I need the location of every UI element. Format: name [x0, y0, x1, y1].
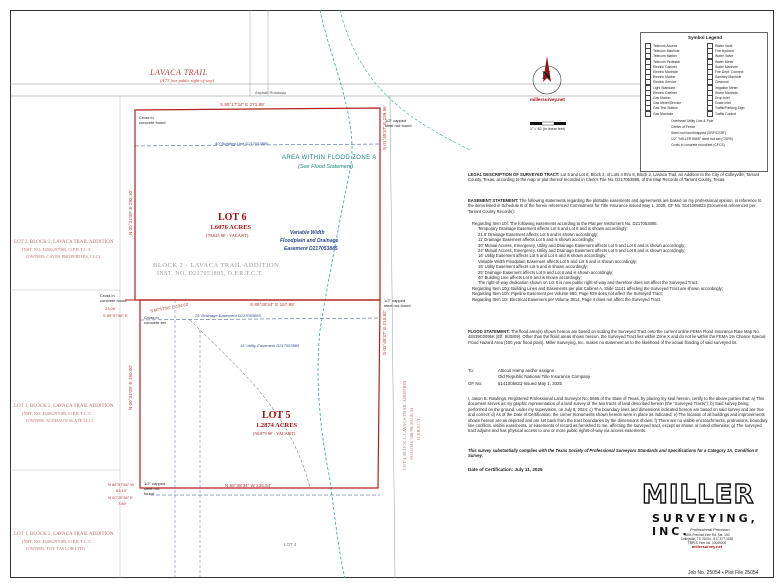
adj-lot1-1: LOT 1, BLOCK 2, LAVACA TRAIL ADDITION — [14, 532, 114, 537]
adj-east-1: LOT 4, BLOCK 1, LAVACA TRAIL ADDITION — [402, 380, 407, 470]
adj-lot2-3: (OWNER: CAVES PROPERTIES, LLC) — [26, 254, 101, 259]
easement-item: The right-of-way dedication shown on Lot 6 is now public right-of-way and therefore does not affect the Surveyed Tract. — [478, 280, 699, 286]
legend-item: Storm Manhole — [707, 90, 738, 96]
legend-item: Drop Inlet — [707, 95, 730, 101]
legend-item: Telecom Marker — [645, 53, 677, 59]
symbol-legend — [640, 32, 768, 172]
building-line-label: 40' Building Line D217053885 — [215, 141, 269, 146]
legend-item: Water Manhole — [707, 64, 738, 70]
floodplain-label-3: Easement D217053885 — [284, 246, 338, 252]
lot5-title: LOT 5 — [262, 410, 291, 421]
legend-symbol-icon — [645, 111, 651, 117]
lot5-acres: 1.2874 ACRES — [256, 422, 298, 429]
adj-lot2-2: INST. NO. D206297085, O.P.R.T.C.T. — [22, 247, 92, 252]
lot6-title: LOT 6 — [218, 212, 247, 223]
monument-w2: Cross in concrete set — [144, 315, 166, 325]
bearing-mid-small-dist: 23.06' — [105, 306, 116, 311]
easement-item: Regarding Item 10f: The following easements according to the Plat per Instrument No. D217053885: — [472, 221, 658, 226]
company-address — [662, 533, 752, 549]
legend-item: Irrigation Meter — [707, 85, 738, 91]
easement-head: EASEMENT STATEMENT: — [468, 198, 519, 203]
gf-label: GF No: — [468, 381, 483, 386]
bearing-west-upper: N 00°31'09" E 292.10' — [128, 190, 133, 235]
adj-lot3-1: LOT 3, BLOCK 2, LAVACA TRAIL ADDITION — [14, 404, 114, 409]
legend-item: Sanitary Manhole — [707, 74, 741, 80]
easement-item: 15' Utility Easement affects Lot 5 and is shown accordingly; — [478, 264, 588, 270]
certification: I, Jason B. Rawlings, Registered Professional Land Surveyor No. 5665 of the State of Texas, by placing my seal hereon, certify to the above parties that: a) This document serves as my graphic representation of a land survey of the two tracts of land described hereon (the "Surveyed Tracts"); b) Said survey being performed on the ground, under my supervision, on July 8, 2024; c) The boundary lines and dimensions indicated hereon are based on said survey and are true and correct; d) As of the Date of Certification, the corner monuments shown hereon were in place as indicated; e) The location of all buildings and improvements shown hereon are as depicted and are set back from the tract boundaries by the dimensions shown; f) There are no visible encroachments, protrusions, boundary line conflicts, visible easements, or easements of record as furnished to me, affecting the surveyed tract, except as shown or noted otherwise; g) The surveyed tract adjoins and has physical access to one or more public rights-of-way via access easements. — [468, 396, 768, 434]
legend-line-item: Cross in concrete found/set (CFCS) — [671, 143, 725, 147]
monument-sw: 1/2" capped steel rod found — [144, 481, 166, 496]
easement-item: 30' Mutual Access, Emergency, Utility and Drainage Easement affects Lot 5 and Lot 6 and is shown accordingly; — [478, 242, 686, 248]
legend-line-item: Center of Fence — [671, 125, 696, 129]
legend-item: Water Vault — [707, 43, 732, 49]
flood-zone-label: AREA WITHIN FLOOD ZONE A — [282, 155, 377, 161]
bearing-east-upper: S 01°45'37" E 239.56' — [382, 105, 387, 150]
bearing-sw-b-dist: 7.89' — [118, 501, 127, 506]
company-addr3: TBPLS Firm No. 10049000 — [687, 541, 727, 545]
drainage-label: 25' Drainage Easement D217053885 — [195, 313, 261, 318]
legend-item: Gas Marker — [645, 95, 671, 101]
legend-item: Traffic/Parking Sign — [707, 105, 744, 111]
easement-item: Variable Width Floodplain Easement affects Lot 5 and Lot 6 and is shown accordingly; — [478, 258, 638, 264]
block-inst: INST. NO. D217053885, O.P.R.T.C.T. — [157, 271, 263, 277]
flood-zone-line — [340, 10, 470, 150]
easement-item: Regarding Item 10g: Building Lines and Easements per plat Cabinet A, Slide 11141 affecting the Surveyed Tract are shown accordingly; — [472, 285, 723, 291]
legend-item: Light Standard — [645, 85, 675, 91]
easement-item: 25' Drainage Easement affects Lot 5 and Lot 6 and is shown accordingly; — [478, 269, 614, 275]
legend-symbol-icon — [707, 111, 713, 117]
flood-body: The flood area(s) shown hereon are based on scaling the Surveyed Tract onto the current online FEMA Flood Insurance Rate Map No. 48439C0095K (Eff. 9/25/09). Other than the flood areas shown hereon, the Surveyed Tract lies within Zone X and do not lie within the FEMA 1% Chance Special Flood Hazard Area (100 year flood plain). Miller Surveying, Inc. makes no statement as to the likelihood of the actual flooding of said surveyed lot. — [468, 329, 766, 345]
lot6-acres: 1.6076 ACRES — [210, 224, 252, 231]
to-value-1: Atticus Hamp and/or assigns — [498, 368, 554, 373]
road-name: LAVACA TRAIL — [150, 68, 208, 77]
legend-item: Electric Marker — [645, 74, 676, 80]
adj-lot3-3: (OWNER: SCEHAUN SLATE LLC) — [26, 418, 94, 423]
bearing-sw-b: N 00°25'36" E — [108, 495, 133, 500]
scale-text: 1" = 40' (in linear feet) — [530, 127, 566, 131]
bearing-sw-a: N 88°57'56" W — [108, 482, 135, 487]
legend-item: Telecom Manhole — [645, 48, 680, 54]
lot5-sf: (56,079 SF - VACANT) — [253, 431, 296, 436]
legend-item: Telecom Access — [645, 43, 677, 49]
legend-item: Fire Dept. Connect — [707, 69, 743, 75]
floodplain-label-2: Floodplain and Drainage — [280, 238, 339, 244]
road-row-note: (A 75 foot public right-of-way) — [160, 78, 215, 83]
legend-item: Gas Meter/Service — [645, 100, 681, 106]
easement-body: The following statements regarding the plottable easements and agreements are based on my professional opinion, in reference to the items listed in Schedule B of the herein referenced Commitment for Title Insurance issued May 1, 2025, GF No. 5141005823 (Document references per Tarrant County Records): — [468, 198, 762, 214]
bearing-south: N 89°38'34" W 226.54' — [225, 483, 272, 488]
bearing-east-lower: S 01°45'37" E 210.82' — [382, 310, 387, 355]
legal-body: Lot 5 and Lot 6, Block 2, of Lots 4 thru 6, Block 2, LaVaca Trail, an Addition to the City of Colleyville, Tarrant County, Texas, according to the map or plat thereof recorded in Clerk's File No. D217053885, of the Map Records of Tarrant County, Texas. — [468, 172, 760, 183]
company-name: MILLER — [642, 480, 755, 510]
lot4-label: LOT 4 — [284, 542, 297, 547]
monument-nw: Cross in concrete found — [139, 115, 166, 125]
monument-ne: 1/2" capped steel rod found — [385, 118, 412, 128]
company-addr2: Colleyville, TX 76034 - 817-577-1052 — [680, 537, 734, 541]
east-lot-line — [390, 96, 395, 578]
easement-item: 11' Drainage Easement affects Lot 5 and is shown accordingly; — [478, 237, 595, 243]
company-tag: Professional Precision — [690, 527, 730, 532]
legend-item: Gas Test Station — [645, 105, 678, 111]
legend-item: Gas Manhole — [645, 111, 673, 117]
flood-head: FLOOD STATEMENT: — [468, 329, 510, 334]
bearing-chord: S 80°57'56" E 104.63' — [149, 301, 189, 314]
legend-item: Cleanout — [707, 79, 729, 85]
adj-east-2: VOLUME 388-90, PAGE 34 — [409, 407, 414, 460]
legal-description — [468, 172, 768, 183]
legend-item: Water Meter — [707, 59, 734, 65]
lot5-boundary — [140, 300, 380, 488]
utility-label: 15' Utility Easement D217053885 — [240, 343, 300, 348]
job-number: Job No. 25054 • Plot File 25054 — [688, 570, 759, 576]
bearing-mid-small: S 89°57'56" E — [103, 313, 128, 318]
adj-lot3-2: INST. NO. D206297085, O.P.R.T.C.T. — [22, 411, 92, 416]
legend-item: Traffic Control — [707, 111, 736, 117]
floodplain-label-1: Variable Width — [290, 230, 325, 236]
scale-bar — [530, 122, 566, 125]
company-web: millersurvey.net — [691, 544, 723, 549]
compliance: This survey substantially complies with the Texas Society of Professional Surveyors Standards and Specifications for a Category 1A, Condition II Survey. — [468, 448, 758, 459]
adj-lot1-3: (OWNER: TOY TAYLOR LTD) — [26, 546, 85, 551]
legend-item: Grate Inlet — [707, 100, 731, 106]
legend-item: Electric Cabinet — [645, 90, 677, 96]
bearing-mid: S 89°38'34" E 167.89' — [250, 302, 295, 307]
cert-date: Date of Certification: July 11, 2025 — [468, 467, 543, 472]
gf-value: 5141005823 Issued May 1, 2025 — [498, 381, 562, 386]
legend-item: Electric Cabinet — [645, 64, 677, 70]
legend-item: Telecom Pedestal — [645, 59, 680, 65]
company-logo — [640, 480, 770, 550]
to-label: To: — [468, 368, 474, 373]
block-label: BLOCK 2 - LAVACA TRAIL ADDITION — [153, 262, 280, 269]
company-addr1: 8504 Precinct Line Rd. Ste. 150 — [684, 533, 730, 537]
monument-w: Cross in concrete found — [100, 293, 127, 303]
easement-statement — [468, 198, 768, 214]
easement-item: 16' Utility Easement affects Lot 5 and Lot 6 and is shown accordingly; — [478, 253, 607, 259]
north-arrow-site: millersurvey.net — [530, 97, 565, 102]
adj-east-3: O.P.R.T.C.T. — [416, 417, 421, 440]
easement-item: 24' Mutual Access, Emergency, Utility and Drainage Easement affects Lot 5 and Lot 6 and is shown accordingly; — [478, 248, 686, 254]
easement-items — [468, 221, 768, 302]
legend-item: Electric Manhole — [645, 69, 678, 75]
legend-title: Symbol Legend — [687, 35, 723, 40]
flood-zone-sub: (See Flood Statement) — [298, 164, 354, 170]
company-sub: SURVEYING, INC. — [652, 512, 758, 538]
legend-item: Electric Service — [645, 79, 676, 85]
easement-item: 40' Building Line affects Lot 6 and is shown accordingly; — [478, 275, 582, 281]
asphalt-label: Asphalt Roadway — [255, 90, 287, 95]
adj-lot2-1: LOT 2, BLOCK 2, LAVACA TRAIL ADDITION — [14, 240, 114, 245]
easement-item: 21.5' Drainage Easement affects Lot 5 and is shown accordingly; — [478, 231, 599, 237]
legal-head: LEGAL DESCRIPTION OF SURVEYED TRACT: — [468, 172, 560, 177]
easement-item: Regarding Item 10h: Pipeline Easement per Volume 950, Page 529 does not affect the Surveyed Tract; — [472, 291, 663, 297]
easement-item: Regarding Item 10i: Electrical Easement per Volume 3814, Page 4 does not affect the Surveyed Tract. — [472, 296, 662, 302]
monument-mid: 1/2" capped steel rod found — [384, 298, 411, 308]
to-value-2: Old Republic National Title Insurance Company — [498, 374, 591, 379]
north-letter: N — [542, 68, 551, 82]
legend-line-item: Steel rod found/capped (SRF/CSRF) — [671, 131, 727, 135]
easement-item: Temporary Drainage Easement affects Lot 5 and Lot 6 and is shown accordingly; — [478, 226, 628, 232]
legend-line-item: 1/2" "MILLER 5665" steel rod set (CSRS) — [671, 137, 734, 141]
legend-line-item: Overhead Utility Line & Pole — [671, 119, 714, 123]
flood-statement — [468, 329, 768, 345]
bearing-north: S 89°17'34" E 271.89' — [220, 102, 265, 107]
adj-lot1-2: INST. NO. D206297085, O.P.R.T.C.T. — [22, 539, 92, 544]
bearing-sw-a-dist: 63.14' — [116, 488, 127, 493]
bearing-west-lower: N 00°31'09" E 150.00' — [128, 365, 133, 410]
legend-item: Water Valve — [707, 53, 733, 59]
drainage-line — [140, 318, 380, 320]
creek-line — [318, 10, 352, 578]
lot6-sf: (70,025 SF - VACANT) — [206, 233, 249, 238]
legend-item: Fire Hydrant — [707, 48, 734, 54]
